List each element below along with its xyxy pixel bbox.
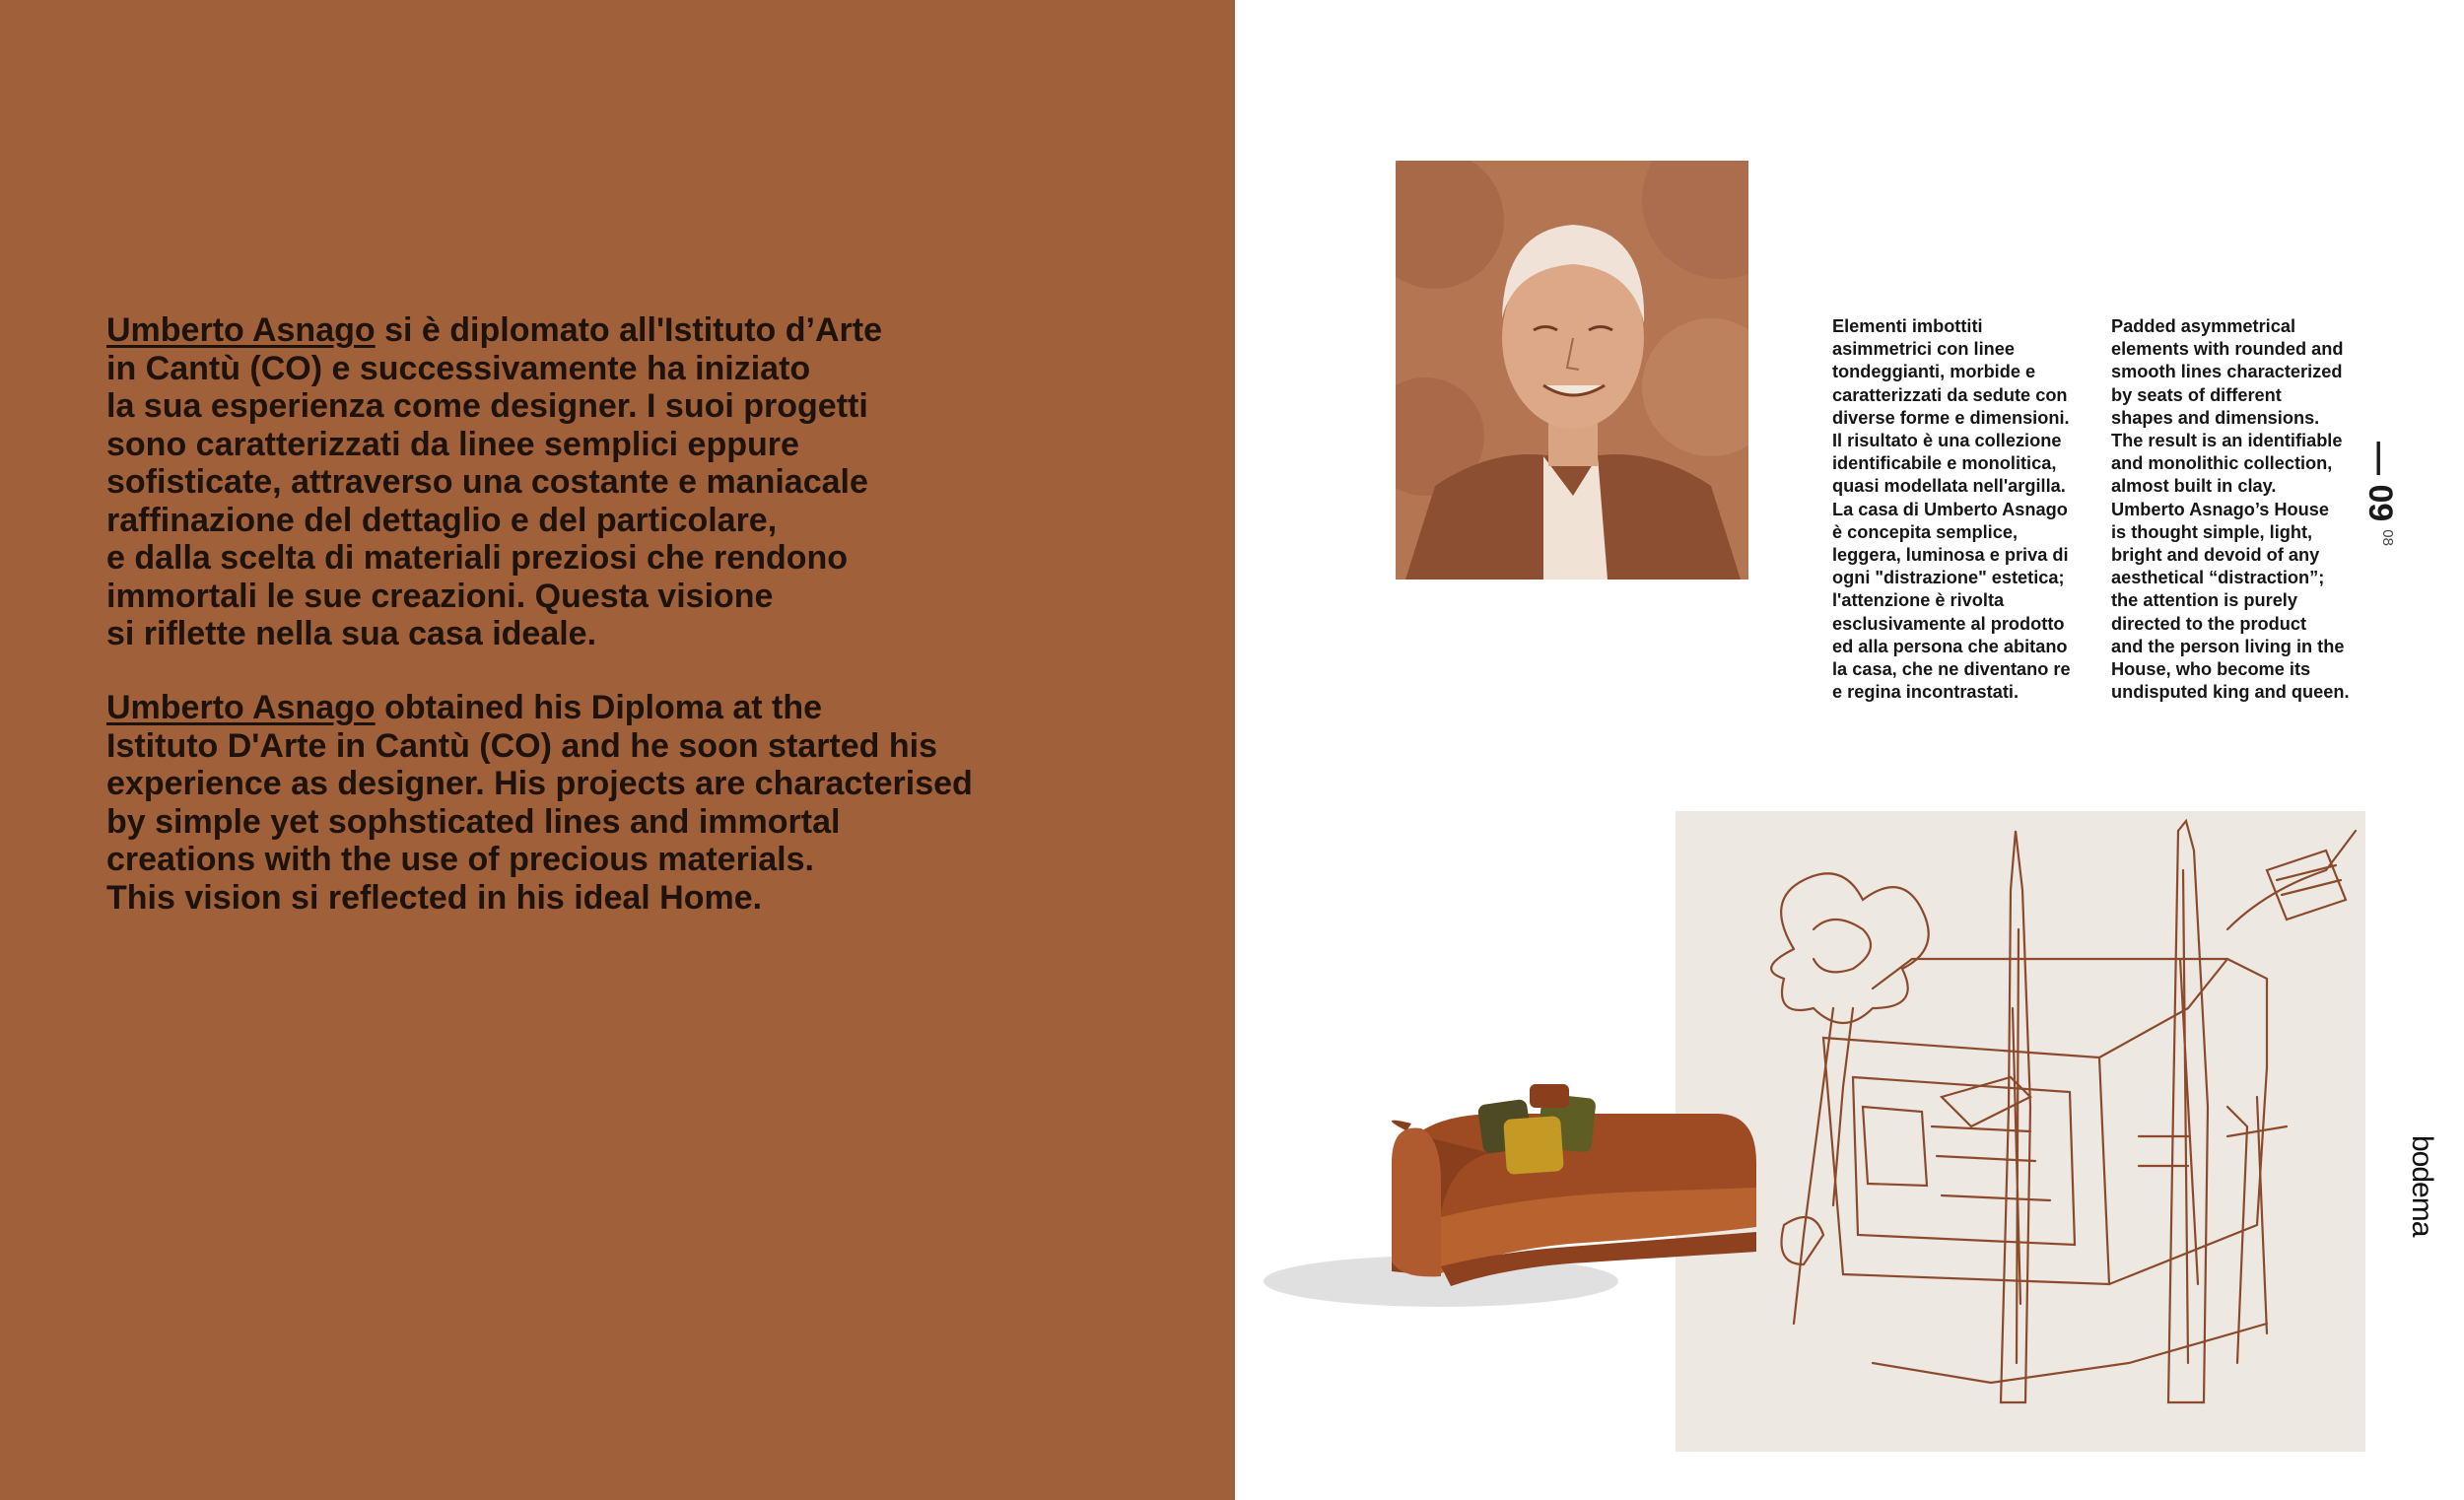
current-page-number: — 09 [2361,442,2399,522]
bio-line: immortali le sue creazioni. Questa visione [106,577,774,615]
description-italian: Elementi imbottiti asimmetrici con linee tondeggianti, morbide e caratterizzati da sedute con diverse forme e dimensioni. Il risultato è una collezione identificabile e monolitica, quasi modellata nell'argilla. La casa di Umberto Asnago è concepita semplice, leggera, luminosa e priva di ogni "distrazione" estetica; l'attenzione è rivolta esclusivamente al prodotto ed alla persona che abitano la casa, che ne diventano re e regina incontrastati. [1832,316,2071,703]
sofa-image [1244,1015,1796,1330]
bio-line: e dalla scelta di materiali preziosi che rendono [106,539,849,577]
bio-italian-first-line: Umberto Asnago si è diplomato all'Istituto d’Arte [106,311,883,349]
bio-line: This vision si reflected in his ideal Home. [106,878,763,917]
bio-english [106,689,973,917]
bio-line: experience as designer. His projects are characterised [106,765,973,802]
bio-line: creations with the use of precious materials. [106,841,814,878]
bio-line: by simple yet sophsticated lines and immortal [106,802,841,841]
bio-line: la sua esperienza come designer. I suoi progetti [106,387,868,425]
portrait-illustration [1396,161,1748,580]
bio-line: sono caratterizzati da linee semplici eppure [106,425,799,463]
designer-portrait [1396,161,1748,580]
curved-sofa-illustration [1244,1015,1796,1330]
description-english: Padded asymmetrical elements with rounded and smooth lines characterized by seats of different shapes and dimensions. The result is an identifiable and monolithic collection, almost built in clay. Umberto Asnago’s House is thought simple, light, bright and devoid of any aesthetical “distraction”; the attention is purely directed to the product and the person living in the House, who become its undisputed king and queen. [2111,316,2350,703]
bio-line: in Cantù (CO) e successivamente ha iniziato [106,349,811,387]
bio-line: Istituto D'Arte in Cantù (CO) and he soon started his [106,726,937,765]
bio-english-first-line: Umberto Asnago obtained his Diploma at the [106,689,823,726]
page-number [2361,442,2399,546]
designer-name-link[interactable]: Umberto Asnago [106,311,376,349]
bio-line: sofisticate, attraverso una costante e maniacale [106,463,868,501]
designer-name-link[interactable]: Umberto Asnago [106,689,376,726]
previous-page-number: 08 [2379,529,2396,546]
bio-line: raffinazione del dettaglio e del particolare, [106,501,778,539]
brand-logo: bodema [2406,1135,2438,1237]
bio-line: si riflette nella sua casa ideale. [106,615,597,652]
bio-italian [106,311,882,653]
